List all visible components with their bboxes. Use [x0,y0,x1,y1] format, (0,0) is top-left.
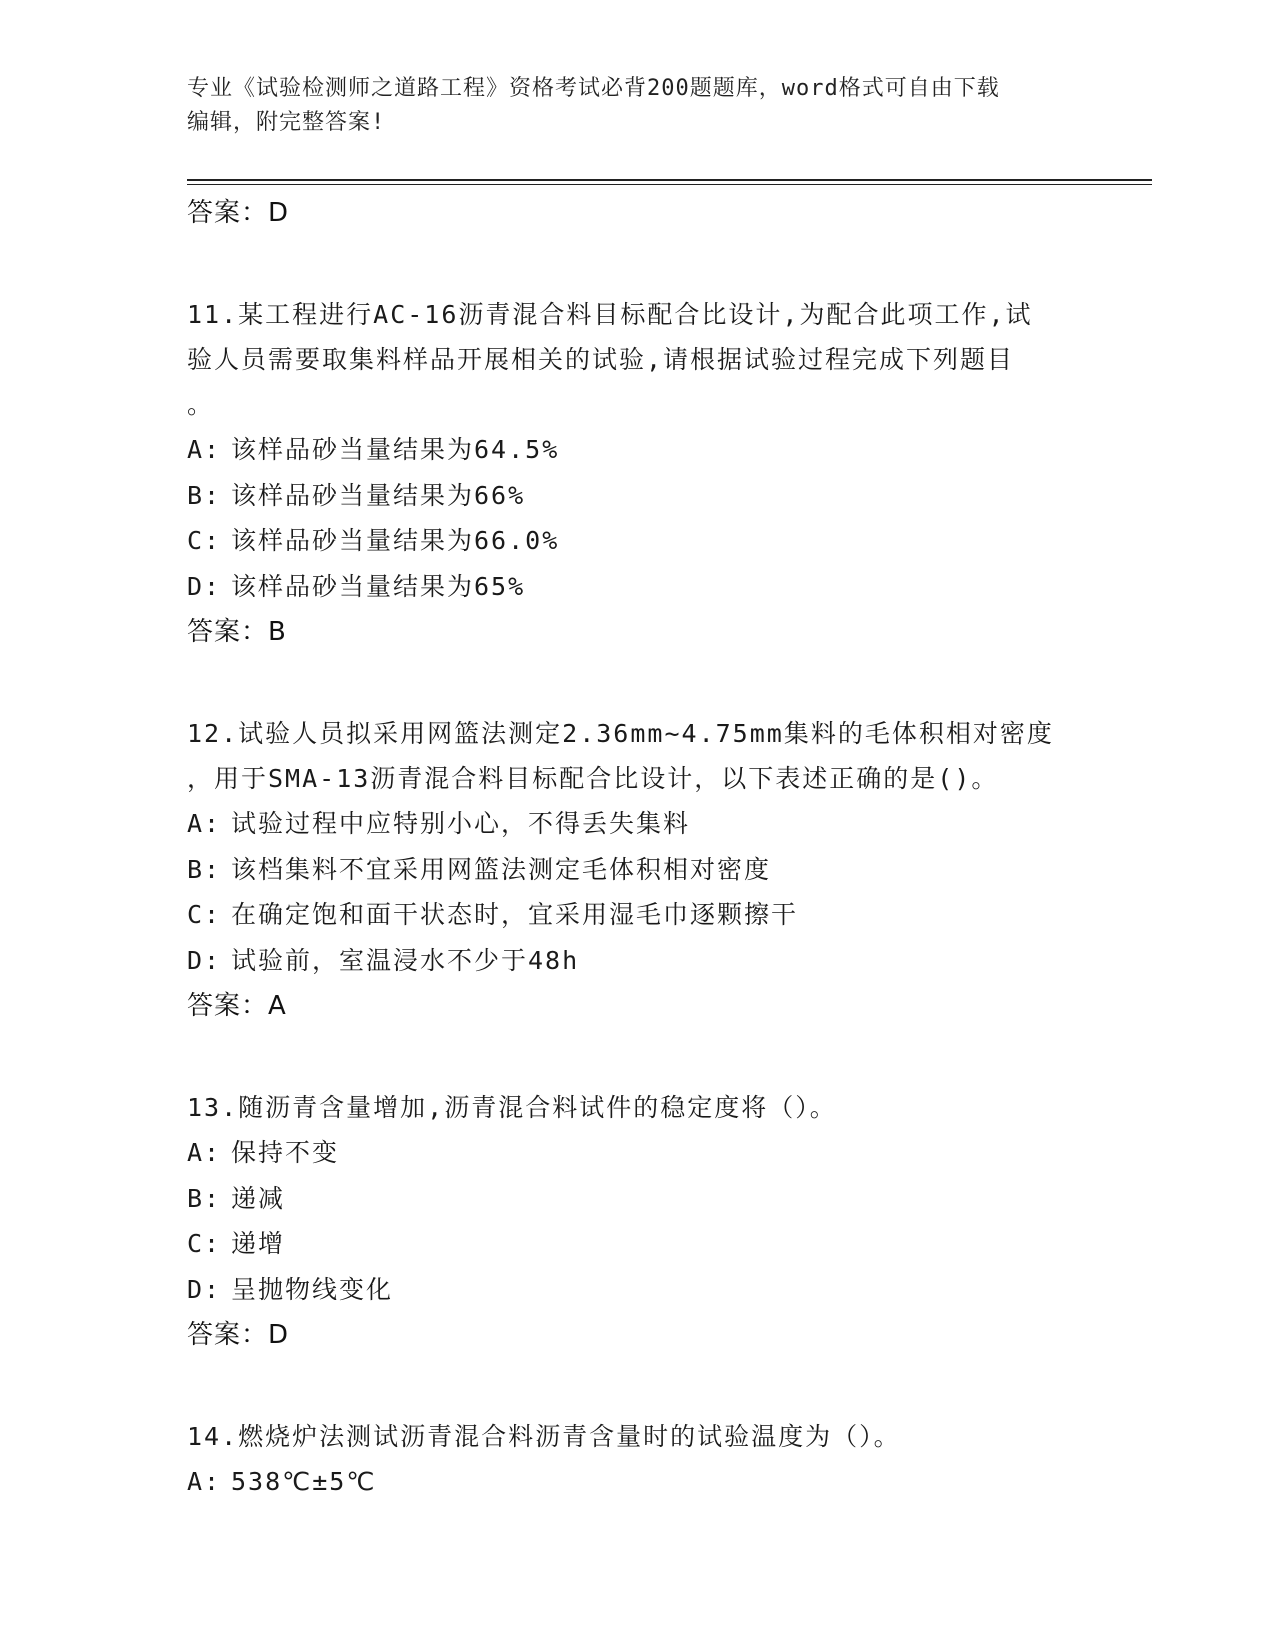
page-header [187,72,1087,140]
option-letter: C: [187,1229,222,1258]
option-a [187,801,1107,847]
option-letter: C: [187,900,222,929]
option-a [187,1130,1107,1176]
option-text: 该样品砂当量结果为66.0% [231,526,560,555]
question-stem [187,1085,1107,1130]
option-text: 该样品砂当量结果为66% [231,480,526,510]
question-block [187,292,1107,655]
option-text: 该样品砂当量结果为65% [231,571,526,601]
question-stem-line: 14.燃烧炉法测试沥青混合料沥青含量时的试验温度为（）。 [187,1422,901,1451]
answer-line: 答案：D [187,1320,290,1350]
answer-line: 答案：B [187,617,287,647]
option-text: 呈抛物线变化 [231,1274,394,1304]
option-letter: D: [187,571,222,601]
option-text: 在确定饱和面干状态时，宜采用湿毛巾逐颗擦干 [231,900,799,929]
option-letter: B: [187,1183,222,1213]
option-letter: C: [187,526,222,555]
option-text: 该档集料不宜采用网篮法测定毛体积相对密度 [231,854,772,884]
option-text: 试验前，室温浸水不少于48h [231,945,580,975]
option-text: 保持不变 [231,1138,340,1167]
header-line-1: 专业《试验检测师之道路工程》资格考试必背200题题库，word格式可自由下载 [187,76,1000,101]
question-stem-line: 11.某工程进行AC-16沥青混合料目标配合比设计,为配合此项工作,试 [187,300,1033,329]
question-stem-line: 。 [187,390,215,419]
question-stem [187,1414,1107,1459]
option-letter: A: [187,1467,222,1496]
option-letter: A: [187,435,222,464]
option-text: 538℃±5℃ [231,1467,377,1496]
question-stem-line: 12.试验人员拟采用网篮法测定2.36mm~4.75mm集料的毛体积相对密度 [187,719,1054,748]
answer-line: 答案：D [187,198,290,228]
option-letter: A: [187,809,222,838]
header-line-2: 编辑，附完整答案! [187,110,386,135]
option-b [187,473,1107,519]
question-stem-line: ，用于SMA-13沥青混合料目标配合比设计，以下表述正确的是()。 [187,764,999,793]
option-text: 递增 [231,1229,286,1258]
question-stem [187,292,1107,427]
option-text: 试验过程中应特别小心，不得丢失集料 [231,809,691,838]
option-c [187,518,1107,564]
option-letter: B: [187,480,222,510]
option-a [187,427,1107,473]
answer-line: 答案：A [187,991,287,1021]
option-d [187,938,1107,984]
question-stem [187,711,1107,801]
option-c [187,892,1107,938]
question-stem-line: 验人员需要取集料样品开展相关的试验,请根据试验过程完成下列题目 [187,345,1015,374]
option-b [187,1176,1107,1222]
option-letter: D: [187,1274,222,1304]
option-d [187,1267,1107,1313]
question-stem-line: 13.随沥青含量增加,沥青混合料试件的稳定度将（）。 [187,1093,837,1122]
question-block [187,1414,1107,1505]
option-letter: D: [187,945,222,975]
header-rule-thin [187,184,1152,185]
option-a [187,1459,1107,1505]
option-b [187,847,1107,893]
option-c [187,1221,1107,1267]
question-block [187,1085,1107,1358]
question-block [187,711,1107,1029]
option-d [187,564,1107,610]
option-text: 该样品砂当量结果为64.5% [231,435,560,464]
option-letter: B: [187,854,222,884]
option-text: 递减 [231,1183,286,1213]
question-content [187,190,1107,1505]
option-letter: A: [187,1138,222,1167]
header-rule-thick [187,179,1152,181]
